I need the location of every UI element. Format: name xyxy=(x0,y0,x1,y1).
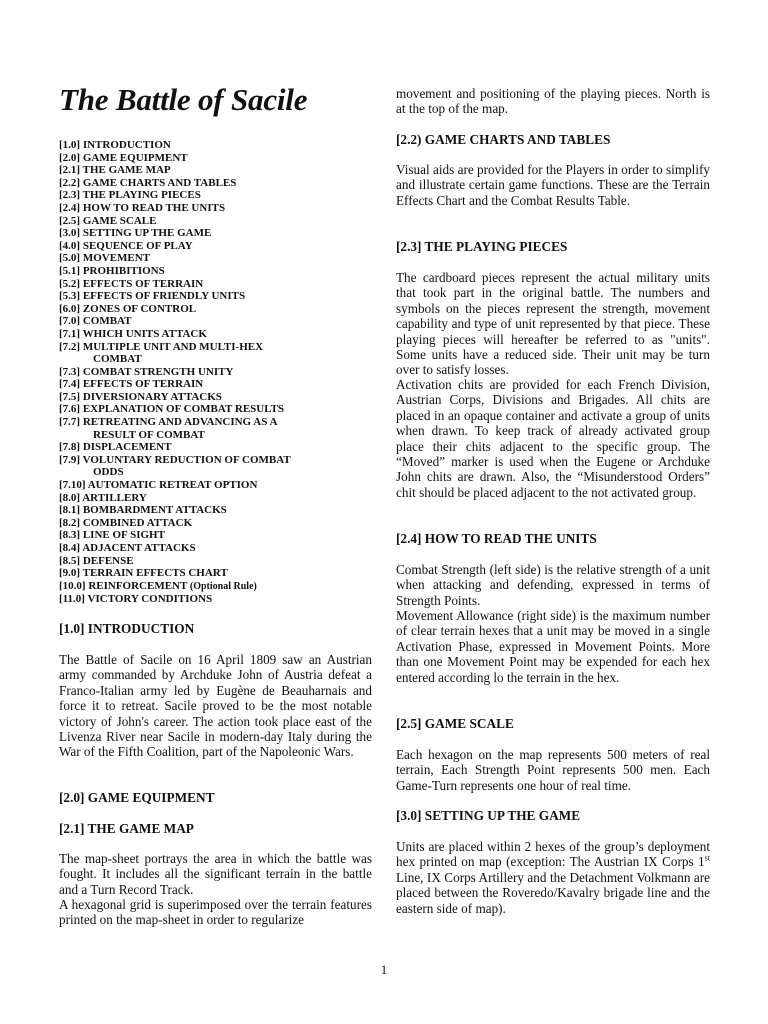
toc-item: [11.0] VICTORY CONDITIONS xyxy=(59,593,213,606)
document-title: The Battle of Sacile xyxy=(59,82,308,117)
toc-item: [2.2] GAME CHARTS AND TABLES xyxy=(59,176,237,189)
section-heading-setup: [3.0] SETTING UP THE GAME xyxy=(396,808,581,823)
read-units-paragraph-1: Combat Strength (left side) is the relative strength of a unit when attacking and defending, expressed in terms of Strength Points. xyxy=(396,562,710,608)
toc-item: [7.4] EFFECTS OF TERRAIN xyxy=(59,378,204,391)
toc-item: [9.0] TERRAIN EFFECTS CHART xyxy=(59,567,228,580)
toc-item: [6.0] ZONES OF CONTROL xyxy=(59,302,197,315)
setup-text-end: Line, IX Corps Artillery and the Detachment Volkmann are placed between the Roveredo/Kavalry brigade line and the eastern side of map). xyxy=(396,869,710,916)
game-map-paragraph-1: The map-sheet portrays the area in which the battle was fought. It includes all the significant terrain in the battle and a Turn Record Track. xyxy=(59,851,372,897)
toc-item: [7.10] AUTOMATIC RETREAT OPTION xyxy=(59,479,258,492)
toc-optional-note: (Optional Rule) xyxy=(189,580,257,592)
toc-item-reinforcement xyxy=(59,580,379,594)
game-map-paragraph-2a: A hexagonal grid is superimposed over the terrain features printed on the map-sheet in order to regularize xyxy=(59,897,372,928)
page-number: 1 xyxy=(380,962,388,977)
toc-item: [1.0] INTRODUCTION xyxy=(59,139,171,151)
toc-item: [2.4] HOW TO READ THE UNITS xyxy=(59,201,226,214)
toc-item: [5.1] PROHIBITIONS xyxy=(59,264,165,277)
section-heading-playing-pieces: [2.3] THE PLAYING PIECES xyxy=(396,239,568,254)
toc-item: [2.5] GAME SCALE xyxy=(59,214,157,227)
section-heading-game-equipment: [2.0] GAME EQUIPMENT xyxy=(59,790,215,805)
toc-item: [7.3] COMBAT STRENGTH UNITY xyxy=(59,365,234,378)
toc-item: [8.5] DEFENSE xyxy=(59,554,134,567)
section-heading-game-scale: [2.5] GAME SCALE xyxy=(396,716,514,731)
toc-item: [7.7] RETREATING AND ADVANCING AS A xyxy=(59,416,278,429)
toc-item: [2.0] GAME EQUIPMENT xyxy=(59,151,188,164)
playing-pieces-paragraph-2: Activation chits are provided for each French Division, Austrian Corps, Divisions and Brigades. All chits are placed in an opaque container and activate a group of units when drawn. To keep track of already activated group place their chits adjacent to the specific group. The “Moved” marker is used when the Eugene or Archduke John chits are drawn. Also, the “Misunderstood Orders” chit should be placed adjacent to the not activated group. xyxy=(396,377,710,500)
toc-item: [8.4] ADJACENT ATTACKS xyxy=(59,542,196,554)
toc-item: [4.0] SEQUENCE OF PLAY xyxy=(59,239,193,252)
toc-item-continuation: RESULT OF COMBAT xyxy=(93,428,205,441)
toc-item: [7.5] DIVERSIONARY ATTACKS xyxy=(59,390,222,403)
game-scale-paragraph: Each hexagon on the map represents 500 meters of real terrain, Each Strength Point represents 500 men. Each Game-Turn represents one hour of real time. xyxy=(396,747,710,793)
section-heading-introduction: [1.0] INTRODUCTION xyxy=(59,621,195,636)
setup-paragraph xyxy=(396,839,710,916)
toc-item: [3.0] SETTING UP THE GAME xyxy=(59,227,212,240)
toc-item: [8.2] COMBINED ATTACK xyxy=(59,516,193,529)
toc-item: [7.0] COMBAT xyxy=(59,315,132,328)
game-map-paragraph-2b: movement and positioning of the playing pieces. North is at the top of the map. xyxy=(396,86,710,117)
toc-item: [7.6] EXPLANATION OF COMBAT RESULTS xyxy=(59,403,285,416)
setup-superscript: st xyxy=(704,854,710,864)
toc-item-label: [10.0] REINFORCEMENT xyxy=(59,579,190,592)
toc-item: [7.9] VOLUNTARY REDUCTION OF COMBAT xyxy=(59,453,291,466)
section-heading-game-map: [2.1] THE GAME MAP xyxy=(59,821,194,836)
toc-item: [5.3] EFFECTS OF FRIENDLY UNITS xyxy=(59,290,246,303)
toc-item-continuation: ODDS xyxy=(93,466,124,479)
playing-pieces-paragraph-1: The cardboard pieces represent the actual military units that took part in the original battle. The numbers and symbols on the pieces represent the strength, movement capability and type of unit represented by that piece. These playing pieces will hereafter be referred to as "units". Some units have a reduced side. Their unit may be turn over to satisfy losses. xyxy=(396,270,710,378)
toc-item: [7.1] WHICH UNITS ATTACK xyxy=(59,327,207,340)
charts-tables-paragraph: Visual aids are provided for the Players in order to simplify and illustrate certain game functions. These are the Terrain Effects Chart and the Combat Results Table. xyxy=(396,162,710,208)
table-of-contents xyxy=(59,139,379,606)
toc-item: [7.8] DISPLACEMENT xyxy=(59,441,172,454)
toc-item: [8.3] LINE OF SIGHT xyxy=(59,529,165,542)
toc-item: [2.3] THE PLAYING PIECES xyxy=(59,189,201,202)
toc-item: [8.0] ARTILLERY xyxy=(59,491,147,504)
setup-text-start: Units are placed within 2 hexes of the group’s deployment hex printed on map (exception: The Austrian IX Corps 1 xyxy=(396,839,710,870)
section-heading-charts-tables: [2.2) GAME CHARTS AND TABLES xyxy=(396,132,611,147)
toc-item: [5.0] MOVEMENT xyxy=(59,252,151,265)
section-heading-read-units: [2.4] HOW TO READ THE UNITS xyxy=(396,531,597,546)
toc-item: [2.1] THE GAME MAP xyxy=(59,164,171,177)
toc-item-continuation: COMBAT xyxy=(93,353,142,366)
introduction-paragraph: The Battle of Sacile on 16 April 1809 saw an Austrian army commanded by Archduke John of Austria defeat a Franco-Italian army led by Eugène de Beauharnais and force it to retreat. Sacile proved to be the most notable victory of John's career. The action took place east of the Livenza River near Sacile in modern-day Italy during the War of the Fifth Coalition, part of the Napoleonic Wars. xyxy=(59,652,372,760)
toc-item: [7.2] MULTIPLE UNIT AND MULTI-HEX xyxy=(59,340,264,353)
read-units-paragraph-2: Movement Allowance (right side) is the maximum number of clear terrain hexes that a unit may be moved in a single Activation Phase, expressed in Movement Points. More than one Movement Point may be expended for each hex entered according lo the terrain in the hex. xyxy=(396,608,710,685)
toc-item: [8.1] BOMBARDMENT ATTACKS xyxy=(59,504,227,517)
toc-item: [5.2] EFFECTS OF TERRAIN xyxy=(59,277,204,290)
